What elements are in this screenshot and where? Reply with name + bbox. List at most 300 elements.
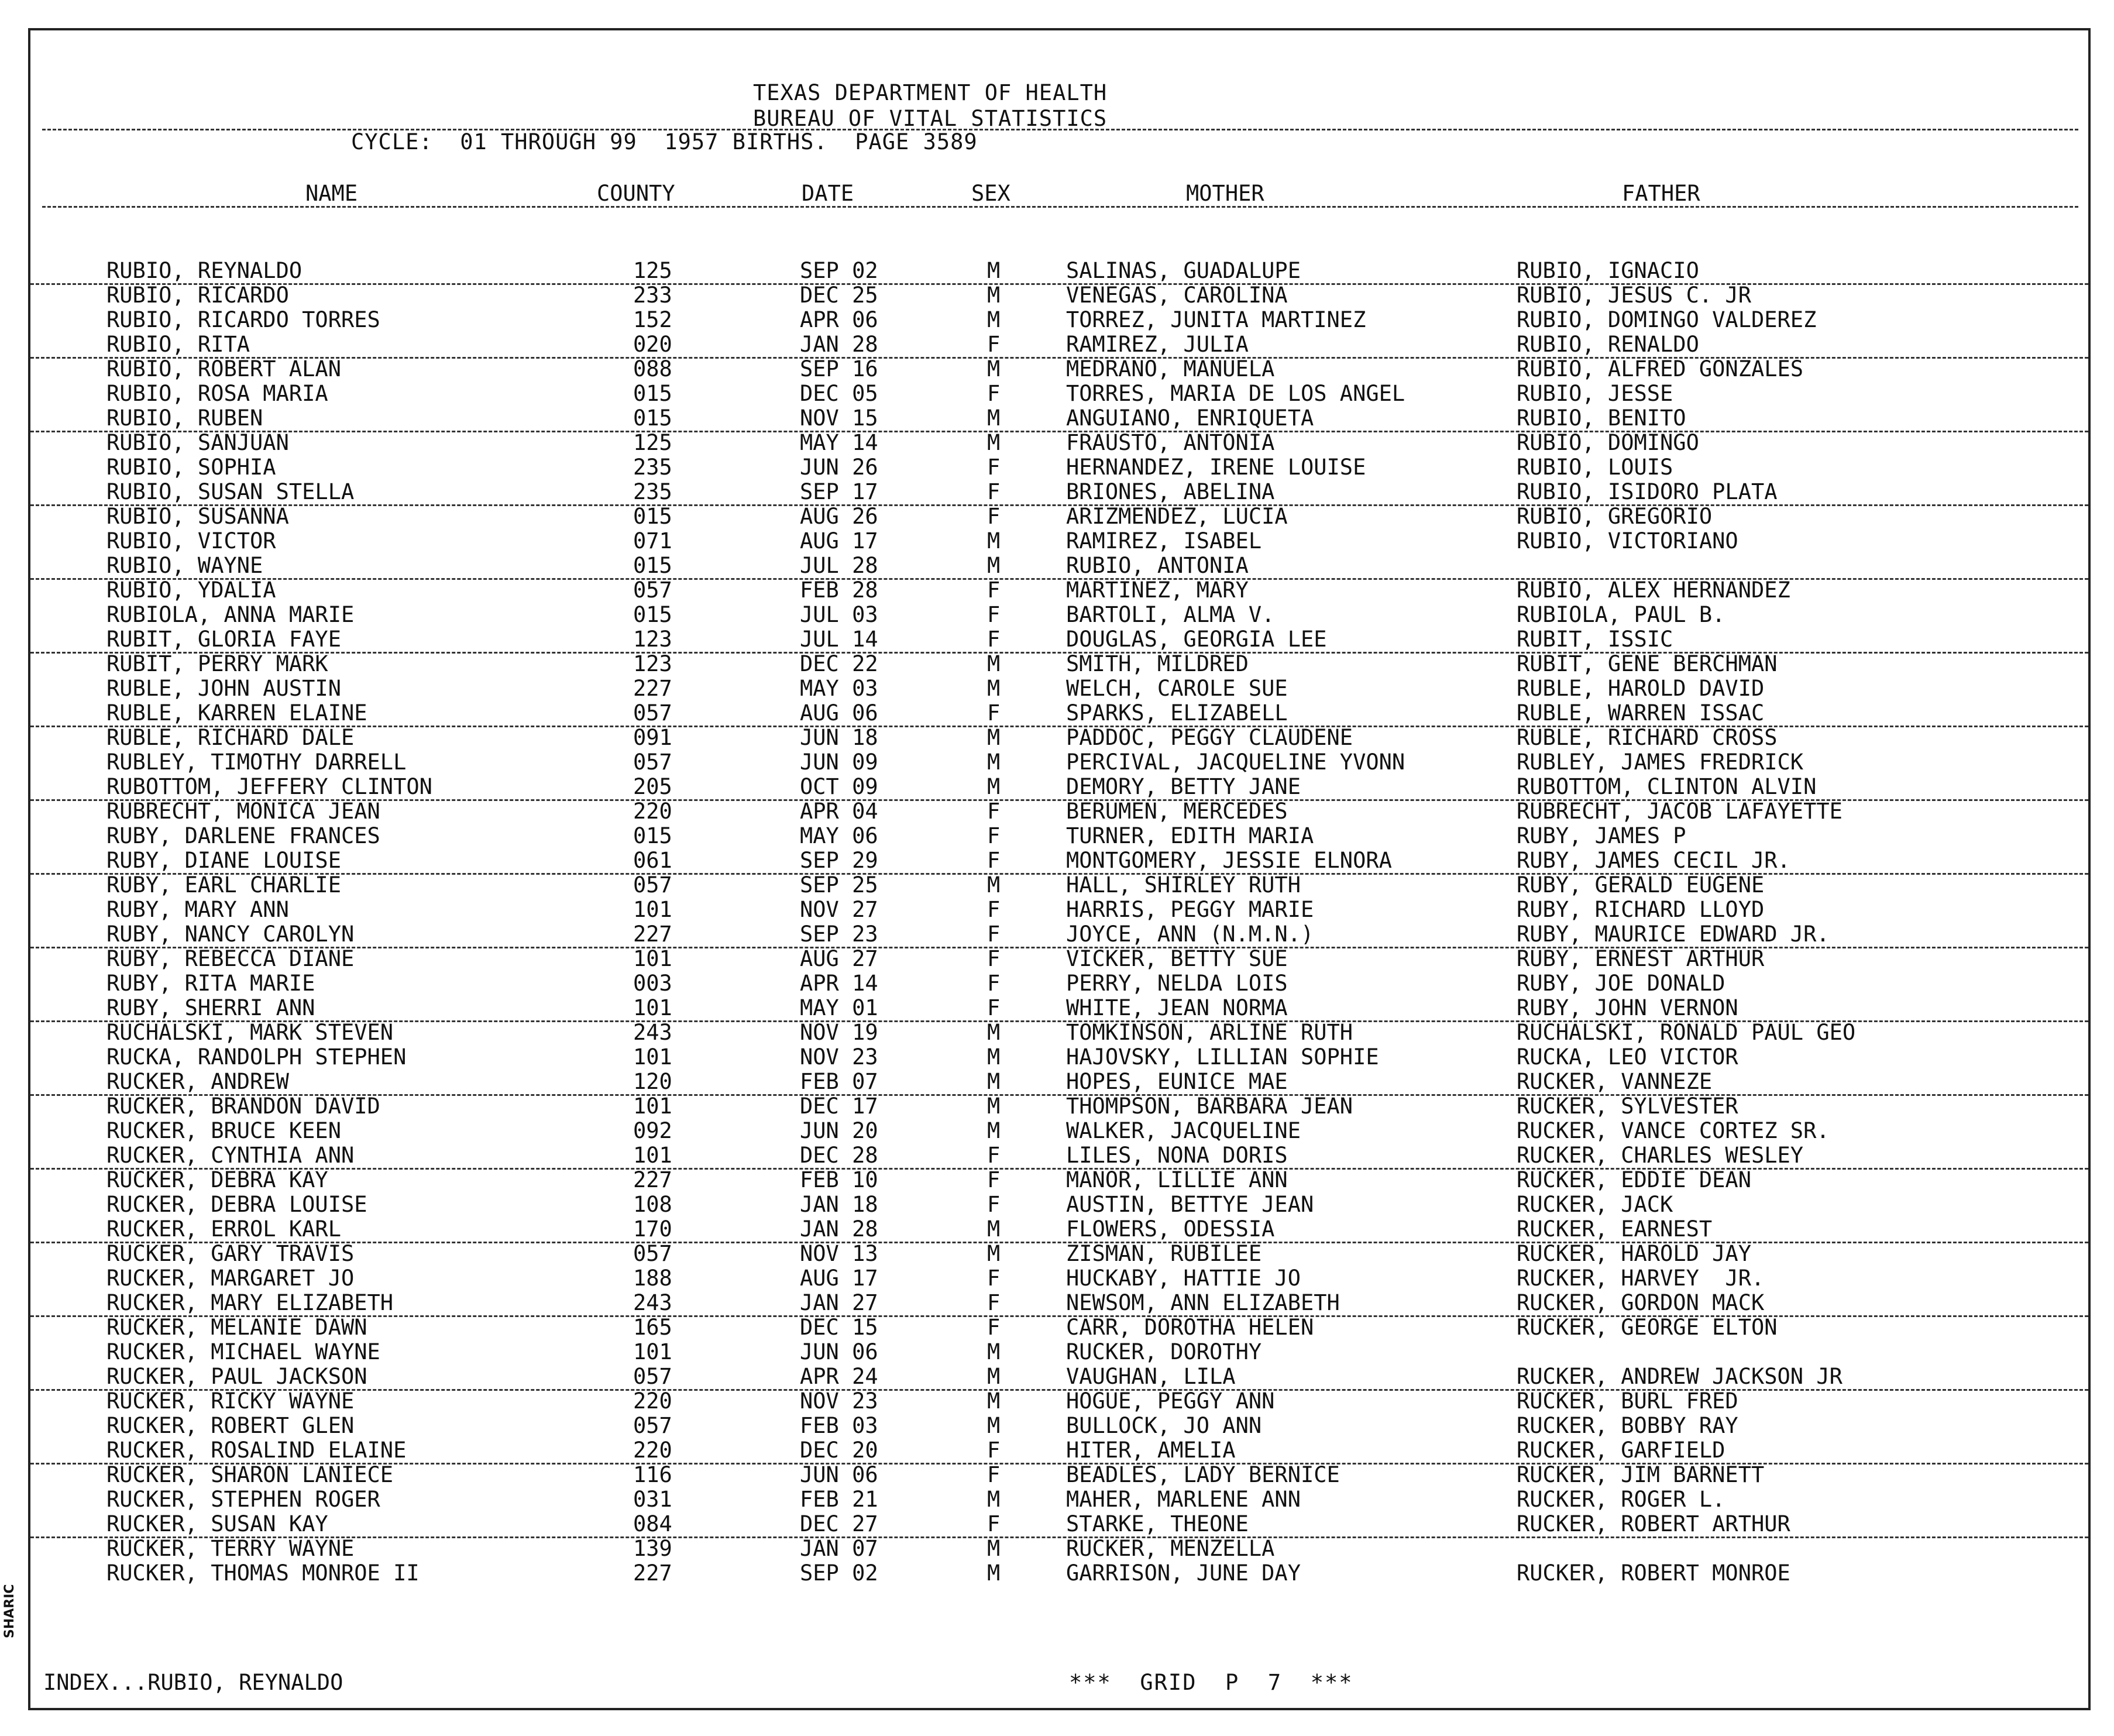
record-sex: F	[987, 1511, 1001, 1536]
record-mother: SMITH, MILDRED	[1066, 651, 1249, 676]
record-sex: F	[987, 455, 1001, 480]
record-father: RUCKER, CHARLES WESLEY	[1517, 1143, 1804, 1168]
record-row	[30, 971, 2088, 996]
record-mother: SALINAS, GUADALUPE	[1066, 258, 1301, 283]
record-father: RUBIO, BENITO	[1517, 405, 1686, 431]
record-father: RUBY, ERNEST ARTHUR	[1517, 946, 1765, 971]
record-name: RUCKER, MARY ELIZABETH	[106, 1290, 394, 1315]
record-row	[30, 357, 2088, 381]
record-name: RUCKER, ANDREW	[106, 1069, 289, 1094]
record-sex: M	[987, 750, 1001, 775]
record-county: 015	[633, 405, 672, 431]
record-sex: M	[987, 356, 1001, 381]
record-father: RUCKER, ROGER L.	[1517, 1487, 1725, 1512]
record-date: AUG 06	[800, 700, 878, 726]
record-row	[30, 504, 2088, 529]
record-mother: RUCKER, MENZELLA	[1066, 1536, 1275, 1561]
record-date: NOV 23	[800, 1388, 878, 1414]
record-row	[30, 1536, 2088, 1561]
record-date: FEB 03	[800, 1413, 878, 1438]
record-name: RUBRECHT, MONICA JEAN	[106, 799, 380, 824]
record-name: RUBY, DARLENE FRANCES	[106, 823, 380, 848]
bureau-title: BUREAU OF VITAL STATISTICS	[753, 106, 1108, 131]
record-sex: F	[987, 1315, 1001, 1340]
record-father: RUCKER, EARNEST	[1517, 1216, 1713, 1242]
record-name: RUBIO, SUSAN STELLA	[106, 479, 355, 504]
record-sex: F	[987, 946, 1001, 971]
record-date: JUN 20	[800, 1118, 878, 1143]
record-sex: F	[987, 332, 1001, 357]
record-row	[30, 406, 2088, 432]
record-mother: HARRIS, PEGGY MARIE	[1066, 897, 1314, 922]
record-county: 092	[633, 1118, 672, 1143]
record-sex: F	[987, 897, 1001, 922]
record-mother: BRIONES, ABELINA	[1066, 479, 1275, 504]
record-county: 020	[633, 332, 672, 357]
record-father: RUBLE, HAROLD DAVID	[1517, 676, 1765, 701]
record-sex: M	[987, 1020, 1001, 1045]
record-father: RUCKER, ROBERT ARTHUR	[1517, 1511, 1790, 1536]
record-name: RUCKER, ERROL KARL	[106, 1216, 341, 1242]
record-name: RUBIO, ROBERT ALAN	[106, 356, 341, 381]
record-date: AUG 17	[800, 528, 878, 554]
record-county: 220	[633, 799, 672, 824]
record-father: RUBIO, JESUS C. JR	[1517, 283, 1751, 308]
record-father: RUBY, RICHARD LLOYD	[1517, 897, 1765, 922]
record-date: AUG 27	[800, 946, 878, 971]
record-county: 003	[633, 971, 672, 996]
record-county: 227	[633, 676, 672, 701]
record-mother: BULLOCK, JO ANN	[1066, 1413, 1262, 1438]
record-name: RUCKER, CYNTHIA ANN	[106, 1143, 355, 1168]
record-mother: JOYCE, ANN (N.M.N.)	[1066, 922, 1314, 947]
record-date: OCT 09	[800, 774, 878, 799]
record-mother: RAMIREZ, JULIA	[1066, 332, 1249, 357]
report-page	[28, 28, 2091, 1710]
record-county: 101	[633, 1094, 672, 1119]
record-mother: HOGUE, PEGGY ANN	[1066, 1388, 1275, 1414]
record-name: RUCHALSKI, MARK STEVEN	[106, 1020, 394, 1045]
record-date: SEP 17	[800, 479, 878, 504]
record-date: MAY 06	[800, 823, 878, 848]
record-name: RUCKER, GARY TRAVIS	[106, 1241, 355, 1266]
record-row	[30, 676, 2088, 701]
record-sex: F	[987, 577, 1001, 603]
record-county: 057	[633, 1241, 672, 1266]
record-sex: M	[987, 1413, 1001, 1438]
record-father: RUBLE, WARREN ISSAC	[1517, 700, 1765, 726]
record-row	[30, 1389, 2088, 1414]
record-father: RUBY, JAMES CECIL JR.	[1517, 848, 1790, 873]
record-name: RUCKER, RICKY WAYNE	[106, 1388, 355, 1414]
record-mother: HAJOVSKY, LILLIAN SOPHIE	[1066, 1044, 1379, 1070]
record-date: JAN 07	[800, 1536, 878, 1561]
record-county: 015	[633, 823, 672, 848]
record-row	[30, 1487, 2088, 1512]
record-county: 170	[633, 1216, 672, 1242]
record-mother: TURNER, EDITH MARIA	[1066, 823, 1314, 848]
record-date: MAY 03	[800, 676, 878, 701]
record-mother: RAMIREZ, ISABEL	[1066, 528, 1262, 554]
record-father: RUCKA, LEO VICTOR	[1517, 1044, 1738, 1070]
record-name: RUBIT, GLORIA FAYE	[106, 627, 341, 652]
record-row	[30, 701, 2088, 727]
record-name: RUCKA, RANDOLPH STEPHEN	[106, 1044, 407, 1070]
record-row	[30, 332, 2088, 359]
record-sex: F	[987, 1438, 1001, 1463]
record-row	[30, 381, 2088, 406]
record-sex: M	[987, 258, 1001, 283]
record-row	[30, 1094, 2088, 1119]
record-sex: F	[987, 1290, 1001, 1315]
record-sex: F	[987, 848, 1001, 873]
record-mother: AUSTIN, BETTYE JEAN	[1066, 1192, 1314, 1217]
record-sex: M	[987, 676, 1001, 701]
record-name: RUBIO, YDALIA	[106, 577, 276, 603]
record-date: FEB 21	[800, 1487, 878, 1512]
record-sex: M	[987, 1216, 1001, 1242]
record-name: RUBY, RITA MARIE	[106, 971, 315, 996]
column-header-sex: SEX	[971, 181, 1010, 206]
record-county: 139	[633, 1536, 672, 1561]
record-mother: PADDOC, PEGGY CLAUDENE	[1066, 725, 1353, 750]
record-name: RUCKER, PAUL JACKSON	[106, 1364, 367, 1389]
record-county: 057	[633, 750, 672, 775]
record-row	[30, 947, 2088, 971]
agency-title: TEXAS DEPARTMENT OF HEALTH	[753, 80, 1108, 105]
record-county: 188	[633, 1266, 672, 1291]
record-date: SEP 02	[800, 1560, 878, 1586]
record-father: RUCKER, ANDREW JACKSON JR	[1517, 1364, 1843, 1389]
record-county: 123	[633, 627, 672, 652]
record-mother: SPARKS, ELIZABELL	[1066, 700, 1288, 726]
record-date: JAN 27	[800, 1290, 878, 1315]
record-date: JUL 14	[800, 627, 878, 652]
record-date: JUN 09	[800, 750, 878, 775]
record-county: 071	[633, 528, 672, 554]
record-county: 061	[633, 848, 672, 873]
record-sex: M	[987, 430, 1001, 455]
record-father: RUBIO, DOMINGO	[1517, 430, 1699, 455]
record-date: APR 24	[800, 1364, 878, 1389]
record-name: RUBY, EARL CHARLIE	[106, 872, 341, 898]
record-row	[30, 652, 2088, 676]
record-name: RUBIO, VICTOR	[106, 528, 276, 554]
record-mother: MARTINEZ, MARY	[1066, 577, 1249, 603]
record-mother: THOMPSON, BARBARA JEAN	[1066, 1094, 1353, 1119]
record-father: RUBIO, ISIDORO PLATA	[1517, 479, 1778, 504]
record-father: RUBY, JOE DONALD	[1517, 971, 1725, 996]
record-county: 108	[633, 1192, 672, 1217]
record-name: RUBLEY, TIMOTHY DARRELL	[106, 750, 407, 775]
record-name: RUCKER, MICHAEL WAYNE	[106, 1339, 380, 1364]
record-mother: NEWSOM, ANN ELIZABETH	[1066, 1290, 1340, 1315]
record-father: RUBIOLA, PAUL B.	[1517, 602, 1725, 627]
column-header-date: DATE	[802, 181, 854, 206]
record-sex: M	[987, 1364, 1001, 1389]
record-row	[30, 1315, 2088, 1340]
record-father: RUCKER, GORDON MACK	[1517, 1290, 1765, 1315]
record-county: 057	[633, 1364, 672, 1389]
record-date: JUL 28	[800, 553, 878, 578]
record-date: SEP 16	[800, 356, 878, 381]
record-county: 152	[633, 307, 672, 332]
record-mother: STARKE, THEONE	[1066, 1511, 1249, 1536]
record-father: RUCKER, VANCE CORTEZ SR.	[1517, 1118, 1830, 1143]
record-sex: M	[987, 774, 1001, 799]
record-mother: BEADLES, LADY BERNICE	[1066, 1462, 1340, 1487]
record-row	[30, 529, 2088, 554]
record-father: RUCKER, SYLVESTER	[1517, 1094, 1738, 1119]
record-father: RUCKER, EDDIE DEAN	[1517, 1167, 1751, 1192]
record-county: 125	[633, 258, 672, 283]
record-father: RUBRECHT, JACOB LAFAYETTE	[1517, 799, 1843, 824]
side-tag: SHARIC	[2, 1584, 17, 1638]
record-sex: M	[987, 872, 1001, 898]
record-row	[30, 1291, 2088, 1317]
record-father: RUCKER, JACK	[1517, 1192, 1673, 1217]
record-sex: M	[987, 1044, 1001, 1070]
record-row	[30, 603, 2088, 627]
record-sex: F	[987, 1143, 1001, 1168]
record-row	[30, 775, 2088, 801]
record-date: SEP 02	[800, 258, 878, 283]
record-row	[30, 1512, 2088, 1538]
record-father: RUBY, JAMES P	[1517, 823, 1686, 848]
record-county: 243	[633, 1020, 672, 1045]
record-sex: F	[987, 602, 1001, 627]
record-mother: WHITE, JEAN NORMA	[1066, 995, 1288, 1020]
record-row	[30, 1463, 2088, 1487]
record-row	[30, 283, 2088, 308]
record-name: RUBIO, ROSA MARIA	[106, 381, 328, 406]
record-mother: PERRY, NELDA LOIS	[1066, 971, 1288, 996]
record-sex: F	[987, 1167, 1001, 1192]
record-row	[30, 1168, 2088, 1192]
record-mother: LILES, NONA DORIS	[1066, 1143, 1288, 1168]
record-row	[30, 750, 2088, 775]
record-date: APR 04	[800, 799, 878, 824]
record-row	[30, 799, 2088, 824]
record-father: RUBIO, IGNACIO	[1517, 258, 1699, 283]
record-sex: M	[987, 1560, 1001, 1586]
record-name: RUBIO, RICARDO TORRES	[106, 307, 380, 332]
record-row	[30, 1217, 2088, 1243]
record-mother: TORRES, MARIA DE LOS ANGEL	[1066, 381, 1405, 406]
record-date: DEC 28	[800, 1143, 878, 1168]
record-row	[30, 1070, 2088, 1096]
record-row	[30, 627, 2088, 654]
record-date: JAN 28	[800, 1216, 878, 1242]
record-county: 057	[633, 577, 672, 603]
record-county: 015	[633, 504, 672, 529]
record-county: 101	[633, 1044, 672, 1070]
record-date: JAN 18	[800, 1192, 878, 1217]
record-name: RUBIO, SANJUAN	[106, 430, 289, 455]
record-sex: M	[987, 1069, 1001, 1094]
record-father: RUCKER, VANNEZE	[1517, 1069, 1713, 1094]
record-name: RUBIO, RITA	[106, 332, 250, 357]
record-name: RUCKER, ROSALIND ELAINE	[106, 1438, 407, 1463]
record-county: 057	[633, 1413, 672, 1438]
record-sex: F	[987, 799, 1001, 824]
record-name: RUCKER, DEBRA KAY	[106, 1167, 328, 1192]
record-date: DEC 17	[800, 1094, 878, 1119]
record-county: 205	[633, 774, 672, 799]
record-name: RUBIO, SUSANNA	[106, 504, 289, 529]
record-sex: M	[987, 283, 1001, 308]
record-father: RUBOTTOM, CLINTON ALVIN	[1517, 774, 1817, 799]
record-father: RUCHALSKI, RONALD PAUL GEO	[1517, 1020, 1856, 1045]
record-date: JUN 26	[800, 455, 878, 480]
footer-index: INDEX...RUBIO, REYNALDO	[43, 1670, 343, 1695]
column-header-name: NAME	[305, 181, 358, 206]
record-name: RUCKER, MELANIE DAWN	[106, 1315, 367, 1340]
record-date: NOV 27	[800, 897, 878, 922]
record-row	[30, 922, 2088, 948]
record-mother: FLOWERS, ODESSIA	[1066, 1216, 1275, 1242]
record-mother: HUCKABY, HATTIE JO	[1066, 1266, 1301, 1291]
record-county: 091	[633, 725, 672, 750]
record-sex: M	[987, 1487, 1001, 1512]
record-name: RUBIOLA, ANNA MARIE	[106, 602, 355, 627]
record-sex: F	[987, 627, 1001, 652]
record-row	[30, 554, 2088, 580]
record-name: RUBLE, RICHARD DALE	[106, 725, 355, 750]
record-father: RUBIO, ALEX HERNANDEZ	[1517, 577, 1790, 603]
record-date: JUN 06	[800, 1462, 878, 1487]
record-row	[30, 1414, 2088, 1438]
record-row	[30, 480, 2088, 506]
record-date: NOV 13	[800, 1241, 878, 1266]
record-father: RUCKER, GEORGE ELTON	[1517, 1315, 1778, 1340]
record-date: JUN 18	[800, 725, 878, 750]
record-row	[30, 308, 2088, 332]
record-county: 235	[633, 479, 672, 504]
record-date: SEP 25	[800, 872, 878, 898]
record-date: AUG 17	[800, 1266, 878, 1291]
record-sex: F	[987, 504, 1001, 529]
record-date: DEC 22	[800, 651, 878, 676]
record-father: RUBIO, JESSE	[1517, 381, 1673, 406]
record-county: 243	[633, 1290, 672, 1315]
record-sex: M	[987, 1339, 1001, 1364]
record-father: RUBIO, LOUIS	[1517, 455, 1673, 480]
record-mother: WELCH, CAROLE SUE	[1066, 676, 1288, 701]
record-county: 031	[633, 1487, 672, 1512]
record-father: RUCKER, BURL FRED	[1517, 1388, 1738, 1414]
record-county: 220	[633, 1438, 672, 1463]
record-row	[30, 898, 2088, 922]
record-date: DEC 15	[800, 1315, 878, 1340]
record-row	[30, 996, 2088, 1022]
record-name: RUBY, REBECCA DIANE	[106, 946, 355, 971]
record-sex: M	[987, 528, 1001, 554]
record-name: RUBY, DIANE LOUISE	[106, 848, 341, 873]
record-father: RUCKER, HAROLD JAY	[1517, 1241, 1751, 1266]
record-name: RUBIO, SOPHIA	[106, 455, 276, 480]
record-mother: MANOR, LILLIE ANN	[1066, 1167, 1288, 1192]
record-mother: GARRISON, JUNE DAY	[1066, 1560, 1301, 1586]
record-father: RUCKER, JIM BARNETT	[1517, 1462, 1765, 1487]
record-father: RUBY, GERALD EUGENE	[1517, 872, 1765, 898]
record-sex: F	[987, 381, 1001, 406]
record-father: RUBIO, GREGORIO	[1517, 504, 1713, 529]
record-row	[30, 431, 2088, 455]
record-date: DEC 27	[800, 1511, 878, 1536]
record-date: AUG 26	[800, 504, 878, 529]
record-father: RUBIO, DOMINGO VALDEREZ	[1517, 307, 1817, 332]
record-mother: HALL, SHIRLEY RUTH	[1066, 872, 1301, 898]
record-date: APR 06	[800, 307, 878, 332]
record-name: RUBLE, KARREN ELAINE	[106, 700, 367, 726]
record-mother: RUCKER, DOROTHY	[1066, 1339, 1262, 1364]
record-row	[30, 1340, 2088, 1364]
record-county: 088	[633, 356, 672, 381]
record-father: RUBIT, ISSIC	[1517, 627, 1673, 652]
record-name: RUBY, MARY ANN	[106, 897, 289, 922]
record-row	[30, 824, 2088, 848]
record-county: 125	[633, 430, 672, 455]
record-county: 120	[633, 1069, 672, 1094]
record-father: RUBIO, VICTORIANO	[1517, 528, 1738, 554]
record-county: 057	[633, 872, 672, 898]
record-date: SEP 23	[800, 922, 878, 947]
record-mother: VICKER, BETTY SUE	[1066, 946, 1288, 971]
record-sex: F	[987, 995, 1001, 1020]
record-sex: F	[987, 922, 1001, 947]
record-name: RUBOTTOM, JEFFERY CLINTON	[106, 774, 432, 799]
record-sex: F	[987, 700, 1001, 726]
record-sex: F	[987, 479, 1001, 504]
record-date: MAY 01	[800, 995, 878, 1020]
record-father: RUBIO, RENALDO	[1517, 332, 1699, 357]
record-mother: HITER, AMELIA	[1066, 1438, 1236, 1463]
record-county: 015	[633, 602, 672, 627]
record-county: 084	[633, 1511, 672, 1536]
record-row	[30, 1242, 2088, 1266]
record-father: RUCKER, GARFIELD	[1517, 1438, 1725, 1463]
record-sex: M	[987, 1388, 1001, 1414]
record-mother: DEMORY, BETTY JANE	[1066, 774, 1301, 799]
record-date: DEC 05	[800, 381, 878, 406]
record-county: 227	[633, 1560, 672, 1586]
record-date: JUL 03	[800, 602, 878, 627]
record-mother: ARIZMENDEZ, LUCIA	[1066, 504, 1288, 529]
record-mother: ZISMAN, RUBILEE	[1066, 1241, 1262, 1266]
record-mother: MONTGOMERY, JESSIE ELNORA	[1066, 848, 1392, 873]
record-sex: M	[987, 725, 1001, 750]
record-name: RUCKER, STEPHEN ROGER	[106, 1487, 380, 1512]
record-name: RUCKER, BRANDON DAVID	[106, 1094, 380, 1119]
record-father: RUBIO, ALFRED GONZALES	[1517, 356, 1804, 381]
record-date: FEB 10	[800, 1167, 878, 1192]
record-date: FEB 28	[800, 577, 878, 603]
record-name: RUBY, NANCY CAROLYN	[106, 922, 355, 947]
record-mother: WALKER, JACQUELINE	[1066, 1118, 1301, 1143]
record-date: JUN 06	[800, 1339, 878, 1364]
record-row	[30, 259, 2088, 285]
record-date: NOV 19	[800, 1020, 878, 1045]
record-sex: M	[987, 307, 1001, 332]
record-name: RUBIO, RICARDO	[106, 283, 289, 308]
record-mother: MEDRANO, MANUELA	[1066, 356, 1275, 381]
record-row	[30, 1561, 2088, 1586]
column-header-rule	[42, 206, 2078, 208]
record-date: NOV 15	[800, 405, 878, 431]
record-mother: TOMKINSON, ARLINE RUTH	[1066, 1020, 1353, 1045]
record-sex: M	[987, 1536, 1001, 1561]
